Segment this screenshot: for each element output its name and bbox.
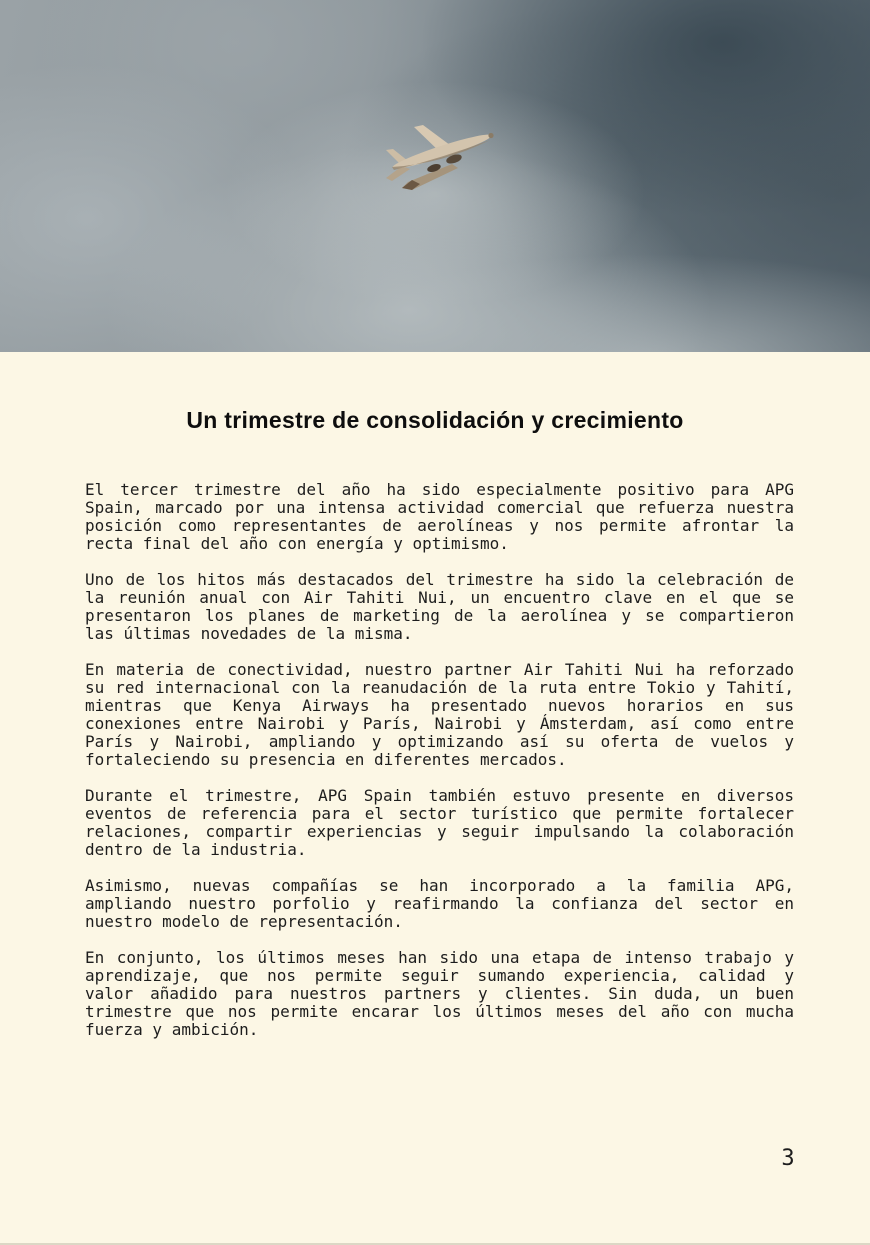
paragraph-line: presentaron los planes de marketing de la aerolínea y se compartieron <box>85 606 794 625</box>
paragraph-line: relaciones, compartir experiencias y seguir impulsando la colaboración <box>85 822 794 841</box>
paragraph-line: fuerza y ambición. <box>85 1020 259 1039</box>
paragraph-line: recta final del año con energía y optimismo. <box>85 534 509 553</box>
paragraph-line: valor añadido para nuestros partners y clientes. Sin duda, un buen <box>85 984 794 1003</box>
paragraph <box>85 661 794 769</box>
paragraph-line: Asimismo, nuevas compañías se han incorporado a la familia APG, <box>85 876 794 895</box>
paragraph-line: En conjunto, los últimos meses han sido una etapa de intenso trabajo y <box>85 948 794 967</box>
paragraph <box>85 787 794 859</box>
paragraph-line: trimestre que nos permite encarar los últimos meses del año con mucha <box>85 1002 794 1021</box>
page-number: 3 <box>781 1146 795 1171</box>
paragraph-line: la reunión anual con Air Tahiti Nui, un encuentro clave en el que se <box>85 588 794 607</box>
paragraph-line: eventos de referencia para el sector turístico que permite fortalecer <box>85 804 794 823</box>
paragraph-line: nuestro modelo de representación. <box>85 912 403 931</box>
paragraph <box>85 877 794 931</box>
paragraph-line: conexiones entre Nairobi y París, Nairobi y Ámsterdam, así como entre <box>85 714 794 733</box>
paragraph-line: Durante el trimestre, APG Spain también estuvo presente en diversos <box>85 786 794 805</box>
paragraph <box>85 481 794 553</box>
hero-image <box>0 0 870 352</box>
paragraph-line: mientras que Kenya Airways ha presentado nuevos horarios en sus <box>85 696 794 715</box>
paragraph <box>85 949 794 1039</box>
paragraph-line: las últimas novedades de la misma. <box>85 624 413 643</box>
paragraph-line: posición como representantes de aerolíneas y nos permite afrontar la <box>85 516 794 535</box>
paragraph-line: aprendizaje, que nos permite seguir sumando experiencia, calidad y <box>85 966 794 985</box>
article-title: Un trimestre de consolidación y crecimiento <box>186 407 684 433</box>
paragraph-line: ampliando nuestro porfolio y reafirmando la confianza del sector en <box>85 894 794 913</box>
paragraph-line: Spain, marcado por una intensa actividad comercial que refuerza nuestra <box>85 498 794 517</box>
paragraph-line: El tercer trimestre del año ha sido especialmente positivo para APG <box>85 480 794 499</box>
article-body <box>85 481 794 1039</box>
paragraph-line: París y Nairobi, ampliando y optimizando así su oferta de vuelos y <box>85 732 794 751</box>
airplane-icon <box>378 118 508 208</box>
article <box>0 352 870 1057</box>
paragraph-line: Uno de los hitos más destacados del trimestre ha sido la celebración de <box>85 570 794 589</box>
paragraph-line: dentro de la industria. <box>85 840 307 859</box>
paragraph <box>85 571 794 643</box>
paragraph-line: En materia de conectividad, nuestro partner Air Tahiti Nui ha reforzado <box>85 660 794 679</box>
paragraph-line: fortaleciendo su presencia en diferentes mercados. <box>85 750 567 769</box>
paragraph-line: su red internacional con la reanudación de la ruta entre Tokio y Tahití, <box>85 678 794 697</box>
